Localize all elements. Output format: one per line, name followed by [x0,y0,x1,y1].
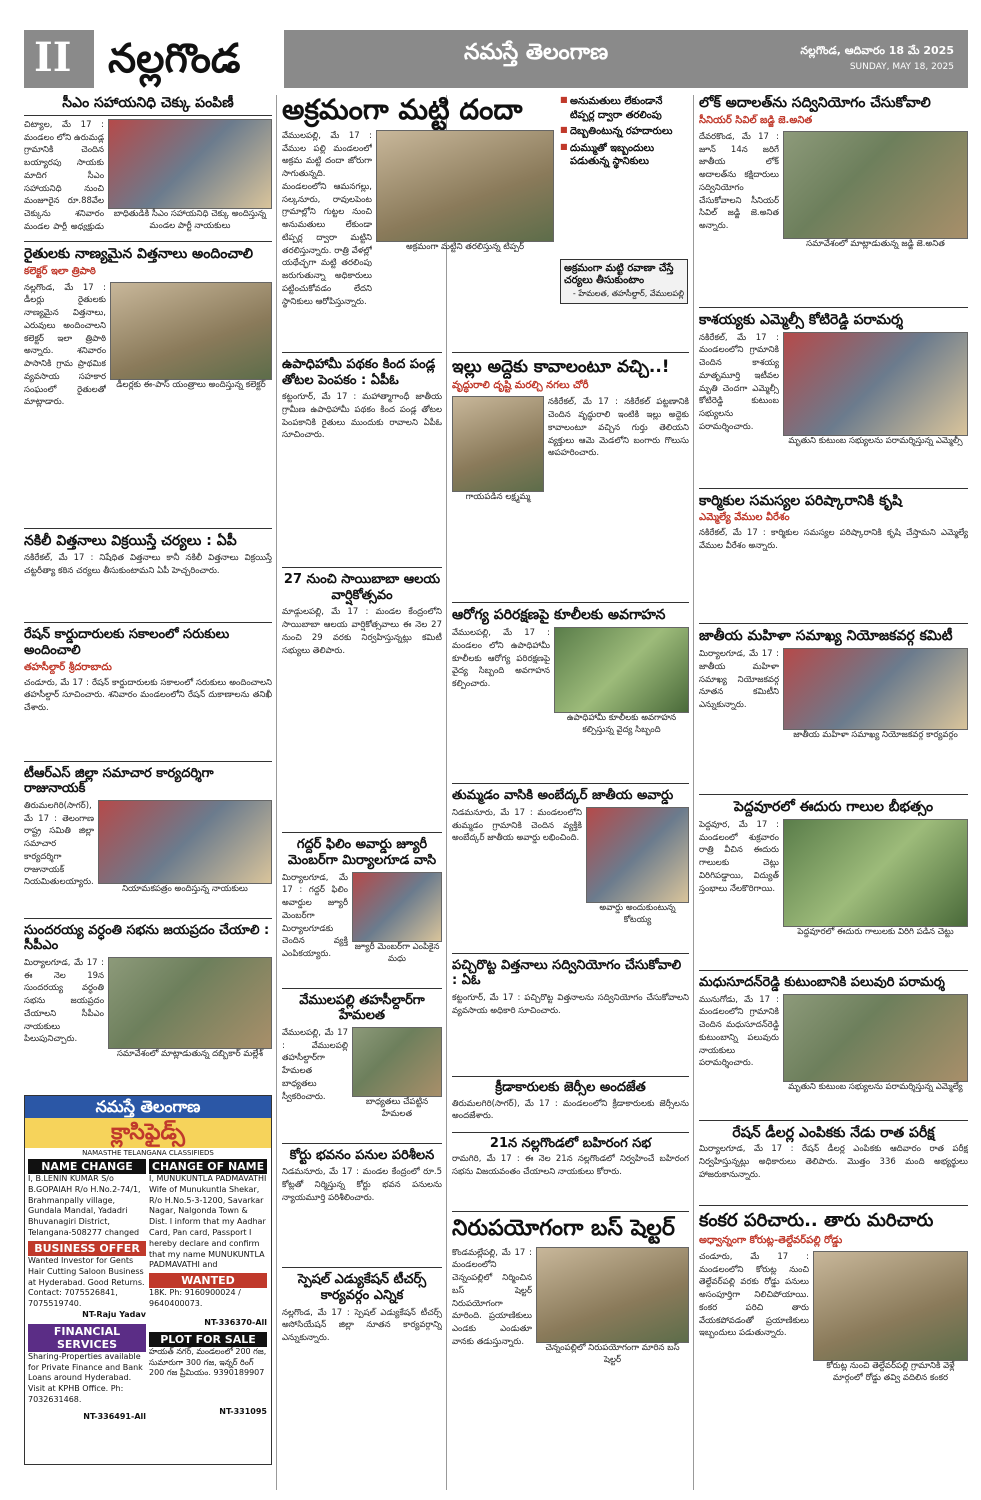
headline: తుమ్మడం వాసికి అంబేద్కర్ జాతీయ అవార్డు [452,788,674,804]
photo-caption: అవార్డు అందుకుంటున్న కోటయ్య [599,902,676,925]
headline: పెద్దవూరలో ఈదురు గాలుల బీభత్సం [733,799,934,816]
classified-ad [149,1159,267,1423]
article-body: మిర్యాలగూడ, మే 17 : రేషన్ డీలర్ల ఎంపికకు ఆదివారం రాత పరీక్ష నిర్వహిస్తున్నట్లు అధికారులు తెలిపారు. మొత్తం 336 మంది అభ్యర్థులు హాజరుకానున్నారు. [699,1144,968,1180]
lead-bullets [560,95,688,169]
article-body: కట్టంగూర్, మే 17 : పచ్చిరొట్ట విత్తనాలను సద్వినియోగం చేసుకోవాలని వ్యవసాయ అధికారి సూచించారు. [452,992,689,1016]
classifieds-subtitle: NAMASTHE TELANGANA CLASSIFIEDS [82,1148,214,1157]
headline: మధుసూదన్‌రెడ్డి కుటుంబానికి పలువురి పరామర్శ [699,974,945,990]
news-photo [813,1251,968,1361]
headline: క్రీడాకారులకు జెర్సీల అందజేత [495,1079,646,1095]
photo-caption: బాధ్యతలు చేపట్టిన హేమలత [365,1096,429,1119]
column-4 [699,95,968,1490]
headline: కోర్టు భవనం పనుల పరిశీలన [289,1147,435,1163]
headline: ఆరోగ్య పరిరక్షణపై కూలీలకు అవగాహన [452,607,666,624]
ad-body: Sharing-Properties available for Private Finance and Bank Loans around Hyderabad. Visit at KPHB Office. Ph: 7032631468. [28,1351,143,1404]
ad-title: NAME CHANGE [28,1159,146,1174]
ad-body: 18K. Ph: 9160900024 / 9640400073. [149,1287,241,1308]
headline: 21న నల్లగొండలో బహిరంగ సభ [489,1135,652,1151]
headline: పచ్చిరొట్ట విత్తనాలు సద్వినియోగం చేసుకోవాలి : ఏఓ [452,957,682,989]
ad-code: NT-331095 [219,1406,267,1416]
news-photo [783,994,968,1082]
ad-body: I, B.LENIN KUMAR S/o B.GOPAIAH R/o H.No.2-74/1, Brahmanpally village, Gundala Mandal, Yadadri Bhuvanagiri District, Telangana-508277 changed [28,1173,141,1237]
byline: వృద్ధురాలి దృష్టి మరల్చి నగలు చోరీ [452,380,589,392]
article-body: నకిరేకల్, మే 17 : నిషేధిత విత్తనాలు కానీ నకిలీ విత్తనాలు విక్రయిస్తే చట్టరీత్యా కఠిన చర్యలు తీసుకుంటామని ఏపీ హెచ్చరించారు. [24,553,272,577]
headline: స్పెషల్ ఎడ్యుకేషన్ టీచర్స్ కార్యవర్గం ఎన్నిక [297,1272,427,1303]
photo-caption: నియామకపత్రం అందిస్తున్న నాయకులు [122,883,248,894]
photo-caption: గాయపడిన లక్ష్మమ్మ [465,492,531,503]
photo-caption: డీలర్లకు ఈ-పాస్ యంత్రాలు అందిస్తున్న కలెక్టర్ [116,379,266,390]
article-body: మాడ్గులపల్లి, మే 17 : మండల కేంద్రంలోని సాయిబాబా ఆలయ వార్షికోత్సవాలు ఈ నెల 27 నుంచి 29 వరకు నిర్వహిస్తున్నట్లు కమిటీ సభ్యులు తెలిపారు. [282,607,442,656]
news-photo [783,819,968,927]
headline: 27 నుంచి సాయిబాబా ఆలయ వార్షికోత్సవం [283,572,441,603]
news-photo [554,627,689,713]
article-body: నకిరేకల్, మే 17 : కార్మికుల సమస్యల పరిష్కారానికి కృషి చేస్తామని ఎమ్మెల్యే వేముల వీరేశం అన్నారు. [699,528,968,552]
ad-code: NT-Raju Yadav [82,1309,146,1319]
date-english: SUNDAY, MAY 18, 2025 [849,62,954,72]
byline: తహసీల్దార్ శ్రీదరాబాదు [24,661,112,673]
headline: కంకర పరిచారు.. తారు మరిచారు [699,1210,934,1232]
photo-caption: సమావేశంలో మాట్లాడుతున్న దబ్బికార్ మల్లేశ్ [116,1048,264,1059]
quote-text: అక్రమంగా మట్టి రవాణా చేస్తే చర్యలు తీసుకుంటాం [564,262,674,286]
lead-photo [376,130,554,242]
article-body: దేవరకొండ, మే 17 : జూన్ 14న జరిగే జాతీయ లోక్ అదాలత్‌ను కక్షిదారులు సద్వినియోగం చేసుకోవాలని సీనియర్ సివిల్ జడ్జి జె.అనిత అన్నారు. [699,131,779,232]
headline: కాశయ్యకు ఎమ్మెల్సీ కోటిరెడ్డి పరామర్శ [699,311,904,328]
headline: టీఆర్‌ఎస్‌ జిల్లా సమాచార కార్యదర్శిగా రాజునాయక్ [24,765,214,797]
photo-caption: అక్రమంగా మట్టిని తరలిస్తున్న టిప్పర్ [405,241,524,252]
article-body: మిర్యాలగూడ, మే 17 : జాతీయ మహిళా సమాఖ్య నియోజకవర్గ నూతన కమిటీని ఎన్నుకున్నారు. [699,649,779,711]
news-photo [452,396,544,492]
article-body: కొండమల్లేపల్లి, మే 17 : మండలంలోని చెన్నంపల్లిలో నిర్మించిన బస్ షెల్టర్ నిరుపయోగంగా మారింది. ప్రయాణికులు ఎండకు ఎండుతూ వానకు తడుస్తున్నారు. [452,1247,532,1347]
headline: రేషన్ డీలర్ల ఎంపికకు నేడు రాత పరీక్ష [732,1124,935,1141]
photo-caption: పెద్దవూరలో ఈదురు గాలులకు విరిగి పడిన చెట్టు [797,926,954,937]
headline: జాతీయ మహిళా సమాఖ్య నియోజకవర్గ కమిటీ [699,628,953,645]
article-body: చండూరు, మే 17 : రేషన్ కార్డుదారులకు సకాలంలో సరుకులు అందించాలని తహసీల్దార్ సూచించారు. శనివారం మండలంలోని రేషన్ దుకాణాలను తనిఖీ చేశారు. [24,677,272,714]
headline: లోక్ అదాలత్‌ను సద్వినియోగం చేసుకోవాలి [699,95,931,111]
ad-title: FINANCIAL SERVICES [28,1324,146,1352]
ad-title: PLOT FOR SALE [149,1332,267,1347]
article-body: నిడమనూరు, మే 17 : మండల కేంద్రంలో రూ.5 కోట్లతో నిర్మిస్తున్న కోర్టు భవన పనులను న్యాయమూర్తి పరిశీలించారు. [282,1167,442,1203]
news-photo [783,131,968,239]
column-1 [24,95,272,1490]
article-body: నకిరేకల్, మే 17 : మండలంలోని గ్రామానికి చెందిన కాశయ్య మాతృమూర్తి ఇటీవల మృతి చెందగా ఎమ్మెల్సీ కోటిరెడ్డి కుటుంబ సభ్యులను పరామర్శించారు. [699,332,779,432]
photo-caption: జాతీయ మహిళా సమాఖ్య నియోజకవర్గ కార్యవర్గం [793,730,958,741]
date-telugu: నల్లగొండ, ఆదివారం 18 మే 2025 [800,44,954,57]
classified-ad [28,1159,146,1423]
classifieds-brand: నమస్తే తెలంగాణ [25,1096,271,1118]
news-photo [586,807,689,903]
column-2 [282,352,442,1490]
article-body: తిరుమలగిరి(సాగర్), మే 17 : తెలంగాణ రాష్ట్ర సమితి జిల్లా సమాచార కార్యదర్శిగా రాజునాయక్ నియమితులయ్యారు. [24,800,94,888]
news-photo [783,332,968,436]
article-body: మిర్యాలగూడ, మే 17 : ఈ నెల 19న సుందరయ్య వర్ధంతి సభను జయప్రదం చేయాలని సీపీఎం నాయకులు పిలుపునిచ్చారు. [24,957,104,1045]
headline: గద్దర్ ఫిలిం అవార్డు జ్యూరీ మెంబర్‌గా మిర్యాలగూడ వాసి [287,837,437,868]
article-body: పెద్దవూర, మే 17 : మండలంలో శుక్రవారం రాత్రి వీచిన ఈదురు గాలులకు చెట్లు విరిగిపడ్డాయి, విద్యుత్ స్తంభాలు నేలకొరిగాయి. [699,819,779,894]
news-photo [110,282,272,380]
ad-title: BUSINESS OFFER [28,1241,146,1256]
headline: నిరుపయోగంగా బస్ షెల్టర్ [452,1216,675,1242]
photo-caption: సమావేశంలో మాట్లాడుతున్న జడ్జి జె.అనిత [806,238,945,249]
photo-caption: జ్యూరీ మెంబర్‌గా ఎంపికైన మధు [354,941,440,964]
article-body: మునుగోడు, మే 17 : మండలంలోని గ్రామానికి చెందిన మధుసూదన్‌రెడ్డి కుటుంబాన్ని పలువురు నాయకులు పరామర్శించారు. [699,994,779,1069]
article-body: నల్లగొండ, మే 17 : డీలర్లు రైతులకు నాణ్యమైన విత్తనాలు, ఎరువులు అందించాలని కలెక్టర్ ఇలా త్రిపాఠి అన్నారు. శనివారం పాసానికి గ్రామ ప్రాథమిక వ్యవసాయ సహకార సంఘంలో రైతులతో మాట్లాడారు. [24,282,106,408]
date-block [800,44,954,72]
ad-body: హయత్ నగర్, మండలంలో 200 గజ, సుమారుగా 300 గజ, ఇన్నర్ రింగ్ 200 గజ ప్రీమియం. 9390189907 [149,1346,267,1378]
page-number: II [34,34,72,81]
ad-title: CHANGE OF NAME [149,1159,267,1174]
bullet-item: ■ దెబ్బతింటున్న రహదారులు [560,125,688,139]
classifieds-title: క్లాసిఫైడ్స్ [25,1118,271,1148]
headline: నకిలీ విత్తనాలు విక్రయిస్తే చర్యలు : ఏపీ [24,532,237,549]
news-photo [352,872,442,942]
byline: అధ్వాన్నంగా కోరుట్ల-తెల్దేవర్‌పల్లి రోడ్డు [699,1234,843,1246]
headline: రైతులకు నాణ్యమైన విత్తనాలు అందించాలి [24,245,254,262]
photo-caption: మృతుని కుటుంబ సభ్యులను పరామర్శిస్తున్న ఎమ్మెల్యే [788,1081,963,1092]
article-body: నిడమనూరు, మే 17 : మండలంలోని తుమ్మడం గ్రామానికి చెందిన వ్యక్తికి అంబేద్కర్ జాతీయ అవార్డు లభించింది. [452,807,582,844]
byline: ఎమ్మెల్యే వేముల వీరేశం [699,512,790,524]
classifieds-box [24,1095,272,1465]
quote-box [560,259,688,304]
article-body: కట్టంగూర్, మే 17 : మహాత్మాగాంధీ జాతీయ గ్రామీణ ఉపాధిహామీ పథకం కింద పండ్ల తోటల పెంపకానికి రైతులు ముందుకు రావాలని ఏపీఓ సూచించారు. [282,392,442,441]
article-body: వేములపల్లి, మే 17 : మండలం లోని ఉపాధిహామీ కూలీలకు ఆరోగ్య పరిరక్షణపై వైద్య సిబ్బంది అవగాహన కల్పించారు. [452,628,550,690]
ad-body: Wanted Investor for Gents Hair Cutting Saloon Business at Hyderabad. Good Returns. Contact: 7075526841, 7075519740. [28,1255,145,1309]
news-photo [783,648,968,730]
ad-code: NT-336370-All [204,1317,267,1327]
photo-caption: బాధితుడికి సీఎం సహాయనిధి చెక్కు అందిస్తున్న మండల పార్టీ నాయకులు [113,208,267,231]
column-3 [452,352,689,1490]
headline: రేషన్ కార్డుదారులకు సకాలంలో సరుకులు అందించాలి [24,627,230,658]
photo-caption: ఉపాధిహామీ కూలీలకు అవగాహన కల్పిస్తున్న వైద్య సిబ్బంది [566,713,677,736]
news-photo [98,800,272,884]
byline: కలెక్టర్ ఇలా త్రిపాఠి [24,265,96,277]
headline: సీఎం సహాయనిధి చెక్కు పంపిణీ [62,95,234,111]
article-body: చండూరు, మే 17 : మండలంలోని కోరుట్ల నుంచి తెల్దేవర్‌పల్లి వరకు రోడ్డు పనులు అసంపూర్తిగా నిలిచిపోయాయి. కంకర పరిచి తారు వేయకపోవడంతో ప్రయాణికులు ఇబ్బందులు పడుతున్నారు. [699,1251,809,1339]
lead-headline: అక్రమంగా మట్టి దందా [282,95,523,126]
article-body: చిట్యాల, మే 17 : మండలం లోని ఉరుమడ్ల గ్రామానికి చెందిన బయ్యారపు సాయకు మాదిగ సీఎం సహాయనిధి నుంచి మంజూరైన రూ.88వేల చెక్కును శనివారం మండల పార్టీ అధ్యక్షుడు [24,119,104,231]
news-photo [108,119,272,209]
news-photo [352,1027,442,1097]
bullet-item: ■ అనుమతులు లేకుండానే టిప్పర్ల ద్వారా తరలింపు [560,95,688,122]
article-body: మిర్యాలగూడ, మే 17 : గద్దర్ ఫిలిం అవార్డుల జ్యూరీ మెంబర్‌గా మిర్యాలగూడకు చెందిన వ్యక్తి ఎంపికయ్యారు. [282,872,348,960]
article-body: వేములపల్లి, మే 17 : వేములపల్లి తహసీల్దార్‌గా హేమలత బాధ్యతలు స్వీకరించారు. [282,1027,348,1102]
photo-caption: కోరుట్ల నుంచి తెల్దేవర్‌పల్లి గ్రామానికి వెళ్లే మార్గంలో రోడ్డు తవ్వి వదిలిన కంకర [826,1360,955,1383]
headline: వేములపల్లి తహసీల్దార్‌గా హేమలత [299,992,425,1024]
photo-caption: చెన్నంపల్లిలో నిరుపయోగంగా మారిన బస్ షెల్టర్ [545,1342,680,1365]
ad-title: WANTED [149,1273,267,1288]
photo-caption: మృతుని కుటుంబ సభ్యులను పరామర్శిస్తున్న ఎమ్మెల్సీ [788,435,963,446]
bullet-item: ■ దుమ్ముతో ఇబ్బందులు పడుతున్న స్థానికులు [560,142,688,169]
news-photo [108,957,272,1049]
headline: ఉపాధిహామీ పథకం కింద పండ్ల తోటల పెంపకం : ఏపీఓ [282,357,436,388]
byline: సీనియర్ సివిల్ జడ్జి జె.అనిత [699,114,813,126]
article-body: వేములపల్లి, మే 17 : వేముల పల్లి మండలంలో అక్రమ మట్టి దందా జోరుగా సాగుతున్నది. మండలంలోని ఆమనగల్లు, సల్కనూరు, రావులపెంట గ్రామాల్లోని గుట్టల నుంచి అనుమతులు లేకుండా టిప్పర్ల ద్వారా మట్టిని తరలిస్తున్నారు. రాత్రి వేళల్లో యథేచ్ఛగా మట్టి తరలింపు జరుగుతున్నా అధికారులు పట్టించుకోవడం లేదని స్థానికులు ఆరోపిస్తున్నారు. [282,130,372,307]
masthead [24,30,968,88]
quote-source: - హేమలత, తహసీల్దార్, వేములపల్లి [572,288,684,298]
lead-story [282,95,688,350]
article-body: తిరుమలగిరి(సాగర్), మే 17 : మండలంలోని క్రీడాకారులకు జెర్సీలను అందజేశారు. [452,1098,689,1122]
headline: ఇల్లు అద్దెకు కావాలంటూ వచ్చి..! [452,357,670,377]
article-body: నల్లగొండ, మే 17 : స్పెషల్ ఎడ్యుకేషన్ టీచర్స్ అసోసియేషన్ జిల్లా నూతన కార్యవర్గాన్ని ఎన్నుకున్నారు. [282,1307,442,1344]
headline: సుందరయ్య వర్ధంతి సభను జయప్రదం చేయాలి : సీపీఎం [24,922,270,954]
headline: కార్మికుల సమస్యల పరిష్కారానికి కృషి [699,492,902,509]
paper-name: నమస్తే తెలంగాణ [464,40,609,65]
article-body: రామగిరి, మే 17 : ఈ నెల 21న నల్లగొండలో నిర్వహించే బహిరంగ సభను విజయవంతం చేయాలని నాయకులు కోరారు. [452,1154,689,1177]
ad-body: I, MUNUKUNTLA PADMAVATHI Wife of Munukuntla Shekar, R/o H.No.5-3-1200, Savarkar Nagar, Nalgonda Town & Dist. I inform that my Aadhar Card, Pan card, Passport I hereby declare and confirm that my name MUNUKUNTLA PADMAVATHI and [149,1173,267,1270]
ad-code: NT-336491-All [83,1411,146,1421]
news-photo [536,1247,689,1343]
column-rule [693,95,694,1490]
article-body: నకిరేకల్, మే 17 : నకిరేకల్ పట్టణానికి చెందిన వృద్ధురాలి ఇంటికి ఇల్లు అద్దెకు కావాలంటూ వచ్చిన గుర్తు తెలియని వ్యక్తులు ఆమె మెడలోని బంగారు గొలుసు అపహరించారు. [548,397,689,459]
column-rule [276,95,277,1490]
edition-title: నల్లగొండ [94,30,284,88]
